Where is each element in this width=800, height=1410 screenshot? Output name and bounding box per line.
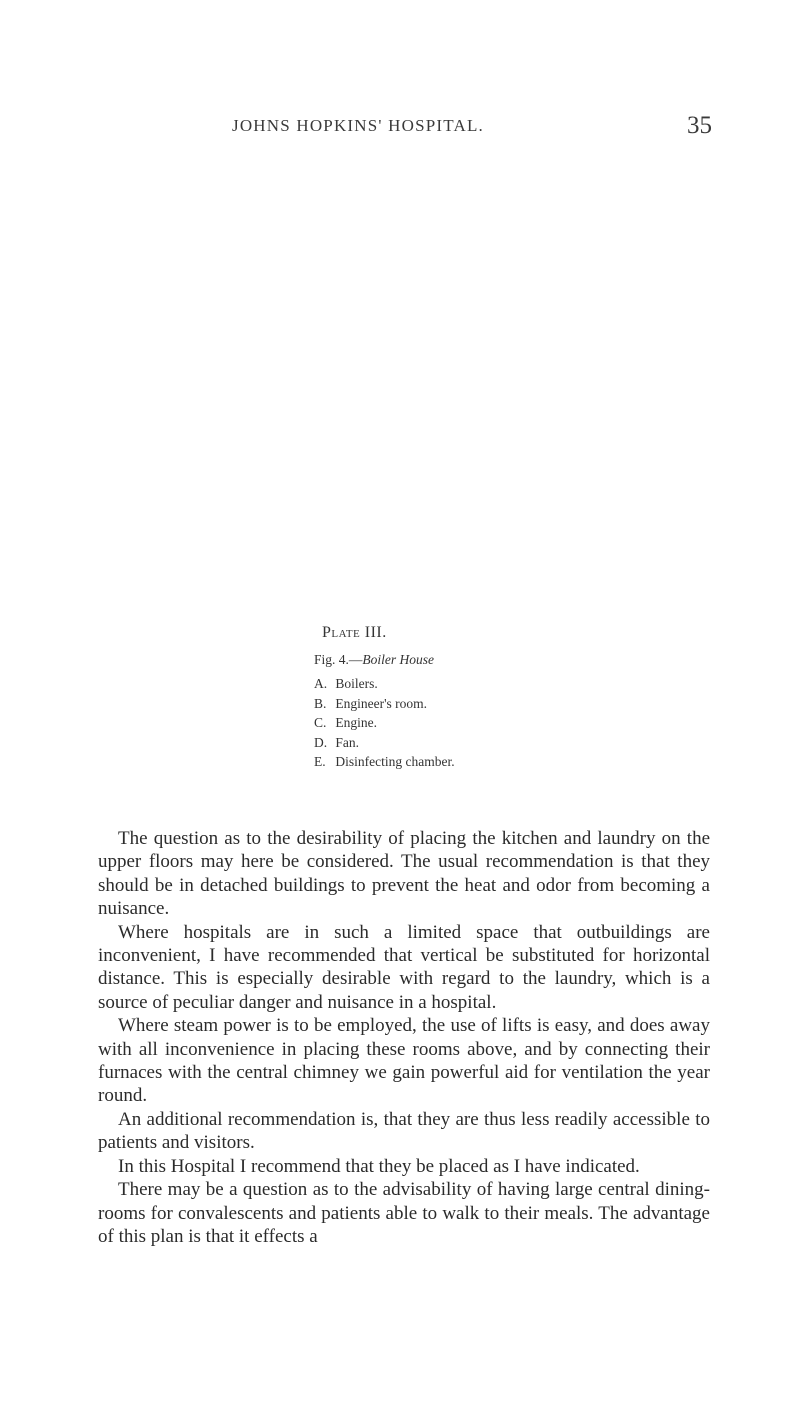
figure-number: Fig. 4.— [314, 652, 363, 667]
paragraph: An additional recommendation is, that they are thus less readily accessible to patients and visitors. [98, 1108, 710, 1154]
running-title: JOHNS HOPKINS' HOSPITAL. [232, 116, 484, 135]
legend-item [314, 733, 614, 753]
legend-label: Engine. [335, 715, 377, 730]
legend-item [314, 752, 614, 772]
legend-item [314, 713, 614, 733]
figure-name: Boiler House [362, 652, 435, 667]
plate-caption [314, 622, 614, 772]
paragraph: In this Hospital I recommend that they be placed as I have indicated. [118, 1155, 640, 1177]
legend-key: D. [314, 734, 328, 750]
paragraph: The question as to the desirability of placing the kitchen and laundry on the upper floors may here be considered. The usual recommendation is that they should be in detached buildings to prevent the heat and odor from becoming a nuisance. [98, 828, 710, 920]
legend-key: B. [314, 695, 327, 711]
legend-label: Boilers. [335, 676, 378, 691]
legend-key: C. [314, 715, 327, 730]
paragraph: There may be a question as to the advisability of having large central dining-rooms for convalescents and patients able to walk to their meals. The advantage of this plan is that it effects a [98, 1179, 710, 1247]
legend-item [314, 694, 614, 714]
legend-key: A. [314, 676, 328, 691]
legend-label: Engineer's room. [335, 695, 428, 711]
legend-key: E. [314, 754, 326, 769]
running-header [232, 112, 712, 142]
figure-title [314, 650, 614, 670]
figure-legend [314, 674, 614, 772]
page-number: 35 [687, 112, 712, 139]
plate-title: Plate III. [322, 624, 387, 641]
paragraph: Where hospitals are in such a limited space that outbuildings are inconvenient, I have recommended that vertical be substituted for horizontal distance. This is especially desirable with regard to the laundry, which is a source of peculiar danger and nuisance in a hospital. [98, 921, 710, 1013]
body-text [98, 827, 710, 1248]
legend-item [314, 674, 614, 694]
paragraph: Where steam power is to be employed, the use of lifts is easy, and does away with all inconvenience in placing these rooms above, and by connecting their furnaces with the central chimney we gain powerful aid for ventilation the year round. [98, 1015, 710, 1107]
legend-label: Fan. [335, 734, 359, 750]
legend-label: Disinfecting chamber. [335, 754, 455, 769]
